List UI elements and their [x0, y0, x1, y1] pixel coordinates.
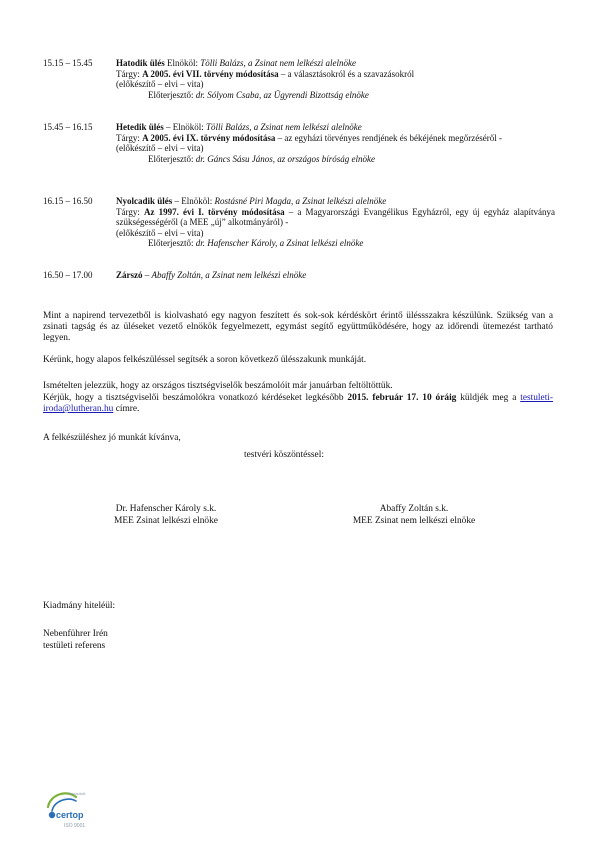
session-title: Zárszó — [116, 270, 143, 280]
logo-iso: ISO 9001 — [64, 823, 86, 829]
signatory-role: MEE Zsinat nem lelkészi elnöke — [352, 516, 476, 526]
rapporteur-name: dr. Hafenscher Károly, a Zsinat lelkészi elnöke — [195, 238, 364, 249]
certop-logo — [42, 787, 102, 833]
email-link[interactable]: testuleti-iroda@lutheran.hu — [43, 393, 554, 415]
topic-title: A 2005. évi VII. törvény módosítása — [142, 68, 279, 79]
rapporteur-label: Előterjesztő: — [148, 238, 194, 249]
chair-label: Elnököl: — [167, 58, 199, 68]
rapporteur-label: Előterjesztő: — [148, 153, 194, 164]
signature-block-right — [314, 503, 514, 527]
presenter-line: (előkészítő – elvi – vita) — [116, 79, 204, 90]
closing-line: A felkészüléshez jó munkát kívánva, — [43, 433, 181, 443]
session-time: 15.45 – 16.15 — [43, 122, 93, 132]
signatory-name: Dr. Hafenscher Károly s.k. — [115, 504, 217, 514]
clerk-role: testületi referens — [43, 641, 106, 651]
regards-line: testvéri köszöntéssel: — [244, 450, 324, 460]
chair-label: – Elnököl: — [166, 122, 204, 132]
signature-block-left — [66, 503, 266, 527]
topic-rest: – a választásokról és a szavazásokról — [280, 68, 415, 79]
paragraph-request: Kérünk, hogy alapos felkészüléssel segítsék a soron következő ülésszakunk munkáját. — [43, 355, 367, 365]
topic-rest: – a Magyarországi Evangélikus Egyházról, egy új egyház alapítványa szükségességéről (a MEE „új” alkotmányáról) - — [116, 206, 556, 228]
paragraph-reports: Ismételten jelezzük, hogy az országos tisztségviselők beszámolóit már januárban feltöltöttük. — [43, 381, 393, 391]
topic-title: Az 1997. évi I. törvény módosítása — [143, 206, 285, 217]
rapporteur-label: Előterjesztő: — [148, 89, 194, 100]
logo-brand: certop — [56, 810, 84, 820]
topic-rest: – az egyházi törvényes rendjének és békéjének megőrzéséről - — [277, 132, 502, 143]
chair-label: – Elnököl: — [174, 196, 213, 206]
topic-label: Tárgy: — [116, 132, 140, 143]
signatory-name: Abaffy Zoltán s.k. — [379, 504, 449, 514]
topic-title: A 2005. évi IX. törvény módosítása — [142, 132, 276, 143]
signatory-role: MEE Zsinat lelkészi elnöke — [114, 516, 218, 526]
presenter-line: (előkészítő – elvi – vita) — [116, 143, 204, 154]
topic-label: Tárgy: — [116, 206, 140, 217]
speaker-name: Abaffy Zoltán, a Zsinat nem lelkészi elnöke — [151, 270, 307, 280]
certop-logo-icon — [42, 787, 102, 833]
chair-name: Tölli Balázs, a Zsinat nem lelkészi alelnöke — [206, 122, 362, 132]
speaker-dash: – — [144, 270, 150, 280]
logo-tagline: Tanúsított — [68, 791, 86, 796]
topic-label: Tárgy: — [116, 68, 140, 79]
session-time: 15.15 – 15.45 — [43, 58, 93, 68]
issued-label: Kiadmány hiteléül: — [43, 601, 116, 611]
session-title: Hatodik ülés — [116, 58, 165, 68]
deadline-text-a: Kérjük, hogy a tisztségviselői beszámolókra vonatkozó kérdéseket legkésőbb — [43, 393, 344, 403]
deadline-date: 2015. február 17. 10 óráig — [347, 393, 457, 403]
rapporteur-name: dr. Gáncs Sásu János, az országos bíróság elnöke — [195, 153, 375, 164]
paragraph-intro: Mint a napirend tervezetből is kiolvasható egy nagyon feszített és sok-sok kérdéskört érintő üléssszakra készülünk. Szükség van a zsinati tagság és az üléseket vezető elnökök fegyelmezett, egymást segítő együttműködésére, hogy az időrendi ütemezést tartható legyen. — [43, 311, 553, 344]
session-time: 16.15 – 16.50 — [43, 196, 93, 206]
session-time: 16.50 – 17.00 — [43, 270, 93, 280]
presenter-line: (előkészítő – elvi – vita) — [116, 227, 204, 238]
paragraph-deadline — [43, 393, 553, 415]
chair-name: Rostásné Piri Magda, a Zsinat lelkészi alelnöke — [214, 196, 387, 206]
session-title: Hetedik ülés — [116, 122, 164, 132]
chair-name: Tölli Balázs, a Zsinat nem lelkészi alelnöke — [200, 58, 357, 68]
rapporteur-name: dr. Sólyom Csaba, az Ügyrendi Bizottság elnöke — [195, 89, 369, 100]
deadline-text-c: küldjék meg a — [460, 393, 517, 403]
deadline-text-d: címre. — [115, 404, 140, 415]
clerk-name: Nebenführer Irén — [43, 629, 108, 639]
session-title: Nyolcadik ülés — [116, 196, 173, 206]
